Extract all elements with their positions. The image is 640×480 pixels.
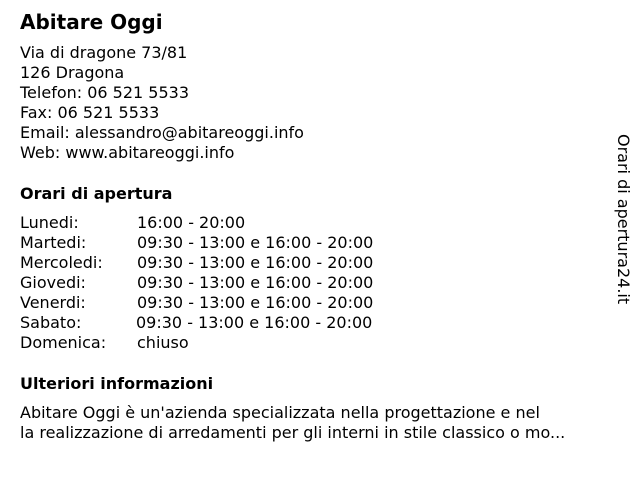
site-watermark-text: Orari di apertura24.it <box>614 134 633 305</box>
day-label: Martedi: <box>20 233 87 252</box>
time-value: 09:30 - 13:00 e 16:00 - 20:00 <box>137 253 374 272</box>
day-label: Domenica: <box>20 333 107 352</box>
address-line-1: Via di dragone 73/81 <box>20 43 188 62</box>
day-label: Sabato: <box>20 313 82 332</box>
description-text <box>20 403 620 443</box>
fax-line: Fax: 06 521 5533 <box>20 103 160 122</box>
day-label: Mercoledi: <box>20 253 103 272</box>
day-label: Giovedi: <box>20 273 86 292</box>
time-value: chiuso <box>137 333 189 352</box>
address-line-2: 126 Dragona <box>20 63 125 82</box>
time-value: 09:30 - 13:00 e 16:00 - 20:00 <box>137 293 374 312</box>
description-line-1: Abitare Oggi è un'azienda specializzata nella progettazione e nel <box>20 403 540 422</box>
time-value: 16:00 - 20:00 <box>137 213 246 232</box>
contact-block <box>20 43 304 163</box>
page-title: Abitare Oggi <box>20 10 163 34</box>
time-value: 09:30 - 13:00 e 16:00 - 20:00 <box>136 313 373 332</box>
day-label: Venerdi: <box>20 293 86 312</box>
web-line: Web: www.abitareoggi.info <box>20 143 235 162</box>
site-watermark <box>613 134 633 312</box>
description-line-2: la realizzazione di arredamenti per gli interni in stile classico o mo... <box>20 423 566 442</box>
phone-line: Telefon: 06 521 5533 <box>20 83 190 102</box>
opening-hours-heading: Orari di apertura <box>20 184 173 203</box>
more-info-heading: Ulteriori informazioni <box>20 374 214 393</box>
time-value: 09:30 - 13:00 e 16:00 - 20:00 <box>137 273 374 292</box>
email-line: Email: alessandro@abitareoggi.info <box>20 123 304 142</box>
day-label: Lunedi: <box>20 213 79 232</box>
time-value: 09:30 - 13:00 e 16:00 - 20:00 <box>137 233 374 252</box>
